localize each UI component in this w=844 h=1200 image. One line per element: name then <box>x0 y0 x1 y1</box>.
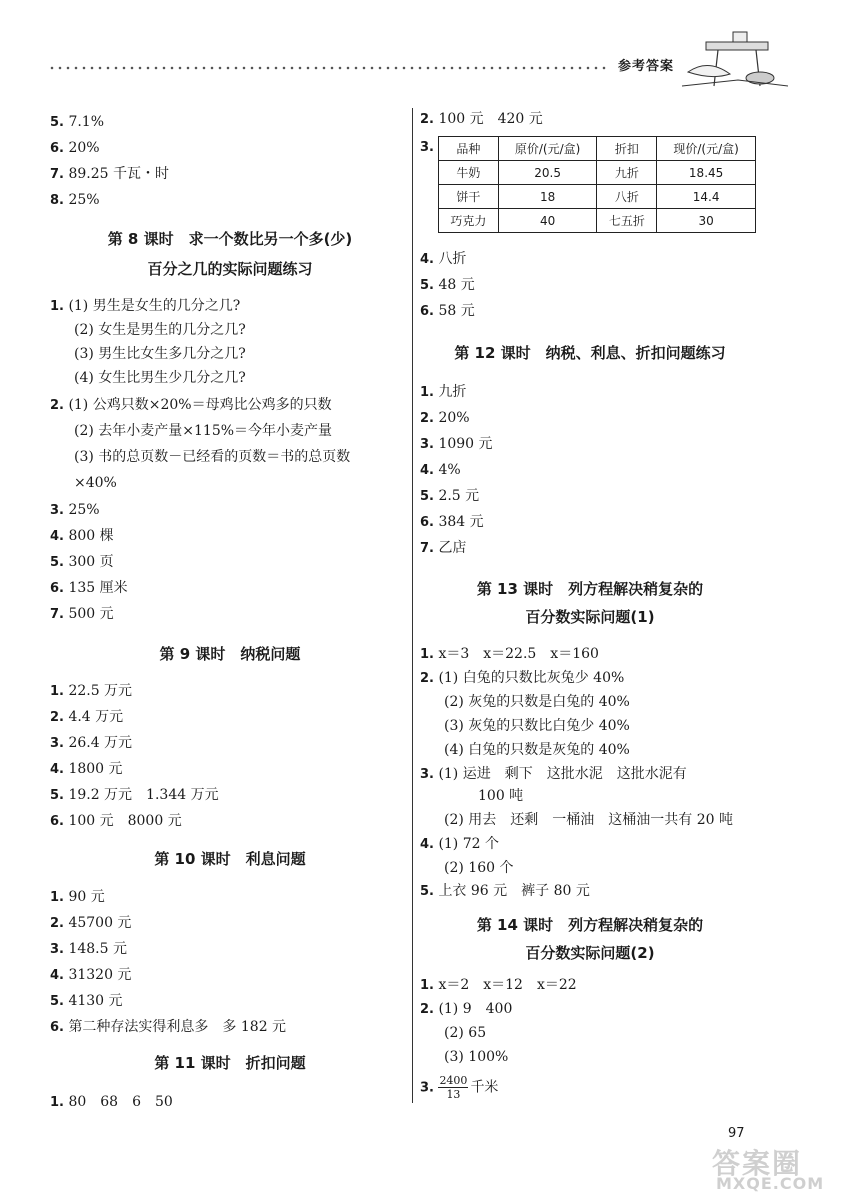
lesson10-title: 第 10 课时 利息问题 <box>154 850 306 868</box>
list-item: 1. 22.5 万元 <box>50 683 133 699</box>
header-title: 参考答案 <box>618 59 675 74</box>
sub-item: (4) 白兔的只数是灰兔的 40% <box>444 742 630 758</box>
sub-item: 100 吨 <box>478 788 524 804</box>
table-row <box>439 185 756 209</box>
list-item: 2. (1) 白兔的只数比灰兔少 40% <box>420 670 625 686</box>
lesson13-title-line2: 百分数实际问题(1) <box>525 608 655 626</box>
list-item: 2. 4.4 万元 <box>50 709 124 725</box>
table-cell: 18.45 <box>657 161 756 185</box>
list-item: 5. 上衣 96 元 裤子 80 元 <box>420 883 590 899</box>
desk-illustration-icon <box>678 28 798 98</box>
column-divider <box>412 108 413 1103</box>
lesson14-title-line1: 第 14 课时 列方程解决稍复杂的 <box>476 916 704 934</box>
list-item: 3. 25% <box>50 502 100 518</box>
page-header <box>48 52 798 92</box>
lesson13-title-line1: 第 13 课时 列方程解决稍复杂的 <box>476 580 704 598</box>
list-item: 7. 89.25 千瓦・时 <box>50 166 169 182</box>
list-item: 3. 26.4 万元 <box>50 735 133 751</box>
list-item: 4. 800 棵 <box>50 528 114 544</box>
table-cell: 巧克力 <box>439 209 499 233</box>
watermark-url: MXQE.COM <box>716 1174 825 1193</box>
price-table <box>438 136 756 233</box>
table-cell: 18 <box>498 185 597 209</box>
table-header-cell: 原价/(元/盒) <box>498 137 597 161</box>
list-item: 4. 八折 <box>420 251 467 267</box>
list-item: 3. (1) 运进 剩下 这批水泥 这批水泥有 <box>420 766 687 782</box>
list-item: 2. (1) 公鸡只数×20%＝母鸡比公鸡多的只数 <box>50 397 332 413</box>
list-item-number: 3. <box>420 140 434 155</box>
list-item: 1. x＝2 x＝12 x＝22 <box>420 977 577 993</box>
watermark <box>712 1140 832 1195</box>
list-item: 3. 1090 元 <box>420 436 493 452</box>
table-header-cell: 现价/(元/盒) <box>657 137 756 161</box>
list-item: 2. 100 元 420 元 <box>420 111 543 127</box>
list-item: 2. (1) 9 400 <box>420 1001 513 1017</box>
table-cell: 饼干 <box>439 185 499 209</box>
list-item: 3. $\frac{2400}{13}$ 千米 <box>420 1074 499 1101</box>
list-item: 6. 58 元 <box>420 303 475 319</box>
list-item: 6. 第二种存法实得利息多 多 182 元 <box>50 1019 287 1035</box>
list-item: 1. 90 元 <box>50 889 105 905</box>
table-cell: 20.5 <box>498 161 597 185</box>
list-item: 5. 2.5 元 <box>420 488 480 504</box>
lesson11-title: 第 11 课时 折扣问题 <box>154 1054 306 1072</box>
sub-item: (2) 女生是男生的几分之几? <box>74 322 246 338</box>
fraction: $\frac{2400}{13}$ <box>439 1074 468 1101</box>
table-cell: 八折 <box>597 185 657 209</box>
list-item: 3. 148.5 元 <box>50 941 127 957</box>
list-item: 5. 19.2 万元 1.344 万元 <box>50 787 219 803</box>
dotted-rule <box>48 66 608 70</box>
lesson8-title-line2: 百分之几的实际问题练习 <box>147 260 313 278</box>
list-item: 1. (1) 男生是女生的几分之几? <box>50 298 241 314</box>
sub-item: (3) 男生比女生多几分之几? <box>74 346 246 362</box>
list-item: 1. 九折 <box>420 384 467 400</box>
sub-item: (2) 去年小麦产量×115%＝今年小麦产量 <box>74 423 333 439</box>
list-item: 2. 20% <box>420 410 470 426</box>
list-item: 2. 45700 元 <box>50 915 132 931</box>
list-item: 4. 31320 元 <box>50 967 132 983</box>
table-header-cell: 折扣 <box>597 137 657 161</box>
list-item: 6. 20% <box>50 140 100 156</box>
list-item: 7. 500 元 <box>50 606 114 622</box>
sub-item: (4) 女生比男生少几分之几? <box>74 370 246 386</box>
sub-item: (2) 灰兔的只数是白兔的 40% <box>444 694 630 710</box>
list-item: 7. 乙店 <box>420 540 467 556</box>
sub-item: (2) 用去 还剩 一桶油 这桶油一共有 20 吨 <box>444 812 733 828</box>
sub-item: (3) 100% <box>444 1049 509 1065</box>
table-row <box>439 209 756 233</box>
table-cell: 七五折 <box>597 209 657 233</box>
list-item: 5. 48 元 <box>420 277 475 293</box>
list-item: 8. 25% <box>50 192 100 208</box>
list-item: 4. 1800 元 <box>50 761 123 777</box>
sub-item: (3) 灰兔的只数比白兔少 40% <box>444 718 630 734</box>
list-item: 5. 4130 元 <box>50 993 123 1009</box>
list-item: 6. 384 元 <box>420 514 484 530</box>
lesson8-title-line1: 第 8 课时 求一个数比另一个多(少) <box>107 230 353 248</box>
list-item: 4. (1) 72 个 <box>420 836 499 852</box>
list-item: 1. 80 68 6 50 <box>50 1094 173 1110</box>
table-header-row <box>439 137 756 161</box>
sub-item: ×40% <box>74 475 117 491</box>
list-item: 5. 7.1% <box>50 114 105 130</box>
table-cell: 九折 <box>597 161 657 185</box>
table-cell: 14.4 <box>657 185 756 209</box>
list-item: 1. x＝3 x＝22.5 x＝160 <box>420 646 599 662</box>
lesson14-title-line2: 百分数实际问题(2) <box>525 944 655 962</box>
table-row <box>439 161 756 185</box>
list-item: 5. 300 页 <box>50 554 114 570</box>
list-item: 6. 100 元 8000 元 <box>50 813 182 829</box>
lesson12-title: 第 12 课时 纳税、利息、折扣问题练习 <box>454 344 726 362</box>
table-cell: 40 <box>498 209 597 233</box>
watermark-logo: 答案圈 <box>712 1147 803 1180</box>
sub-item: (2) 160 个 <box>444 860 514 876</box>
page-number: 97 <box>728 1126 745 1141</box>
list-item: 6. 135 厘米 <box>50 580 128 596</box>
sub-item: (2) 65 <box>444 1025 487 1041</box>
table-cell: 牛奶 <box>439 161 499 185</box>
list-item: 4. 4% <box>420 462 461 478</box>
table-header-cell: 品种 <box>439 137 499 161</box>
sub-item: (3) 书的总页数－已经看的页数＝书的总页数 <box>74 449 351 465</box>
table-cell: 30 <box>657 209 756 233</box>
lesson9-title: 第 9 课时 纳税问题 <box>159 645 301 663</box>
